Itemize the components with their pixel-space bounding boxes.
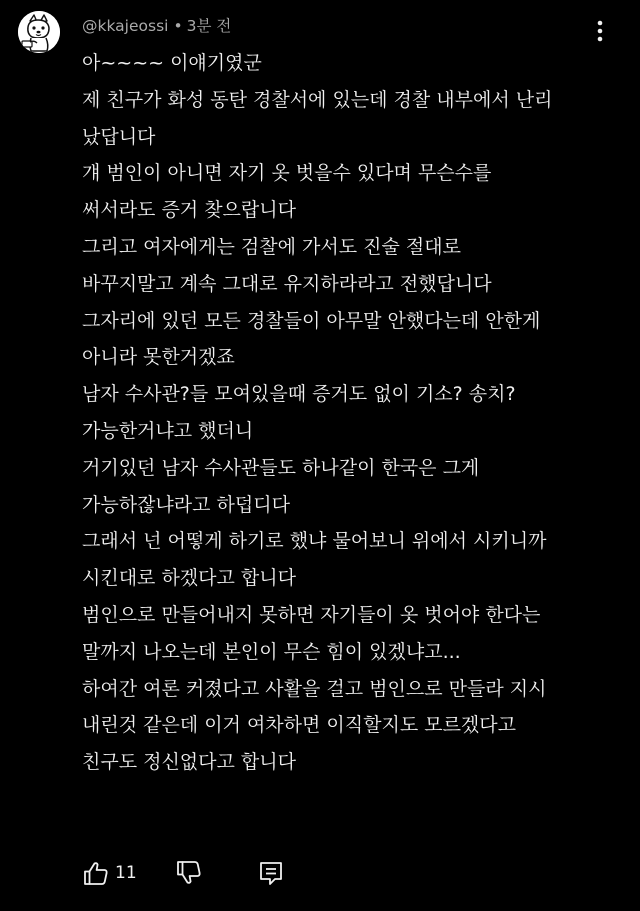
like-count: 11: [115, 863, 137, 883]
comment-line: 가능하잖냐라고 하덥디다: [82, 493, 290, 516]
comment-line: 걔 범인이 아니면 자기 옷 벗을수 있다며 무슨수를: [82, 162, 492, 185]
reply-button[interactable]: [258, 859, 284, 887]
comment-line: 시킨대로 하겠다고 합니다: [82, 567, 296, 590]
comment-actions: [82, 857, 302, 889]
comment-line: 아니라 못한거겠죠: [82, 346, 235, 369]
comment-line: 친구도 정신없다고 합니다: [82, 751, 296, 774]
comment-line: 범인으로 만들어내지 못하면 자기들이 옷 벗어야 한다는: [82, 603, 541, 626]
thumbs-up-icon: [82, 859, 110, 887]
comment-line: 바꾸지말고 계속 그대로 유지하라라고 전했답니다: [82, 272, 492, 295]
comment-line: 하여간 여론 커졌다고 사활을 걸고 범인으로 만들라 지시: [82, 677, 547, 700]
thumbs-down-icon: [175, 859, 203, 887]
comment-line: 났답니다: [82, 125, 156, 148]
comment-text: [82, 45, 622, 781]
comment-line: 아~~~~ 이얘기였군: [82, 52, 262, 74]
dislike-button[interactable]: [175, 859, 203, 887]
comment-line: 내린것 같은데 이거 여차하면 이직할지도 모르겠다고: [82, 714, 516, 737]
header-separator: •: [173, 17, 183, 35]
comment-line: 그리고 여자에게는 검찰에 가서도 진술 절대로: [82, 235, 461, 258]
reply-comment-icon: [258, 859, 284, 887]
comment-timestamp[interactable]: 3분 전: [186, 17, 232, 35]
comment-line: 제 친구가 화성 동탄 경찰서에 있는데 경찰 내부에서 난리: [82, 88, 553, 111]
author-handle[interactable]: @kkajeossi: [82, 17, 169, 35]
comment-line: 가능한거냐고 했더니: [82, 419, 254, 442]
comment-line: 그래서 넌 어떻게 하기로 했냐 물어보니 위에서 시키니까: [82, 530, 547, 553]
more-vertical-icon: [588, 16, 612, 46]
dog-avatar-icon: [18, 11, 60, 53]
more-options-button[interactable]: [588, 16, 612, 46]
comment-line: 거기있던 남자 수사관들도 하나같이 한국은 그게: [82, 456, 480, 479]
avatar[interactable]: [18, 11, 60, 53]
comment-line: 말까지 나오는데 본인이 무슨 힘이 있겠냐고...: [82, 640, 461, 663]
like-button[interactable]: [82, 859, 110, 887]
comment-line: 남자 수사관?들 모여있을때 증거도 없이 기소? 송치?: [82, 383, 516, 406]
comment-header: [82, 14, 231, 36]
comment-line: 써서라도 증거 찾으랍니다: [82, 199, 296, 222]
comment-line: 그자리에 있던 모든 경찰들이 아무말 안했다는데 안한게: [82, 309, 541, 332]
